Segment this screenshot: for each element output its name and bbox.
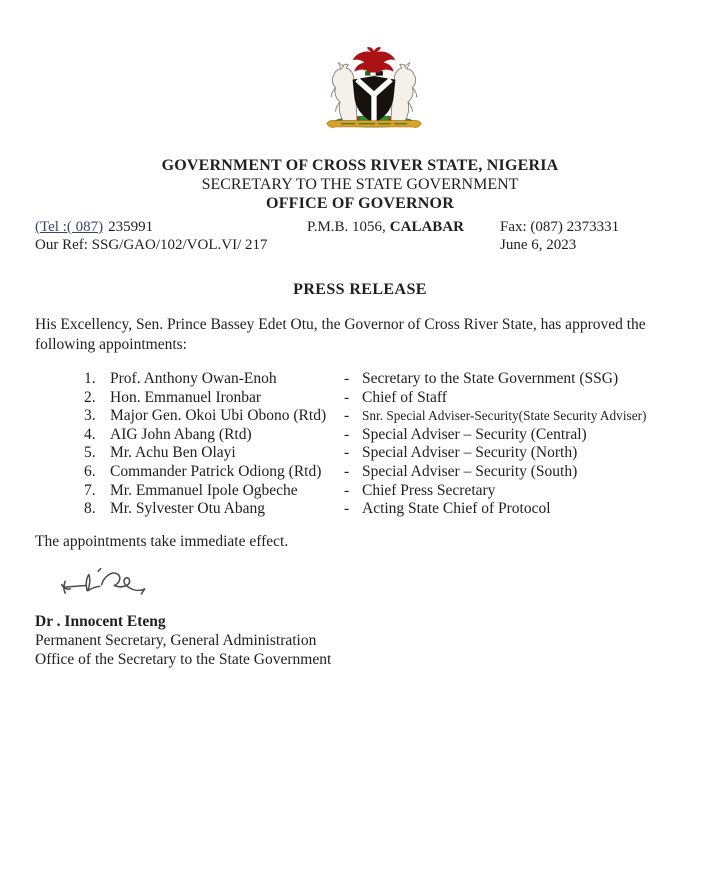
appointment-number: 1. <box>84 370 96 387</box>
dash-separator: - <box>344 370 350 387</box>
crest-eagle <box>353 47 396 72</box>
appointment-row <box>84 426 720 445</box>
city-label: CALABAR <box>389 219 464 235</box>
telephone-number: 235991 <box>108 219 154 235</box>
department-title: SECRETARY TO THE STATE GOVERNMENT <box>201 176 519 193</box>
appointment-number: 5. <box>84 444 96 462</box>
signatory-name: Dr . Innocent Eteng <box>35 612 166 630</box>
pmb-label: P.M.B. 1056, <box>307 219 386 235</box>
signatory-title-1: Permanent Secretary, General Administration <box>35 631 317 649</box>
appointments-list <box>84 370 720 519</box>
contact-row-2 <box>35 236 692 254</box>
intro-paragraph: His Excellency, Sen. Prince Bassey Edet Otu, the Governor of Cross River State, has approved the following appointments: <box>35 316 646 353</box>
dash-separator: - <box>344 444 350 462</box>
dash-separator: - <box>344 462 350 480</box>
appointment-role: Snr. Special Adviser-Security(State Security Adviser) <box>362 408 647 424</box>
postal-address <box>275 218 496 236</box>
telephone-link[interactable]: (Tel :( 087) <box>35 219 104 235</box>
signature-mark <box>55 562 165 604</box>
appointment-row <box>84 389 720 408</box>
letterhead <box>0 156 720 213</box>
signatory-block <box>35 612 720 669</box>
appointment-role: Special Adviser – Security (South) <box>362 462 578 480</box>
appointment-number: 3. <box>84 407 96 425</box>
signatory-title-2: Office of the Secretary to the State Government <box>35 650 332 668</box>
dash-separator: - <box>344 500 350 518</box>
appointment-number: 7. <box>84 481 96 499</box>
appointment-role: Special Adviser – Security (North) <box>362 444 578 462</box>
appointee-name: Major Gen. Okoi Ubi Obono (Rtd) <box>110 407 327 425</box>
handwritten-signature <box>55 562 720 606</box>
appointment-role: Chief Press Secretary <box>362 481 496 499</box>
contact-row-spacer <box>275 236 496 254</box>
dash-separator: - <box>344 407 350 425</box>
appointment-number: 8. <box>84 500 96 518</box>
appointment-row <box>84 463 720 482</box>
dash-separator: - <box>344 388 350 406</box>
contact-block <box>35 218 692 254</box>
appointee-name: Mr. Emmanuel Ipole Ogbeche <box>110 481 298 499</box>
appointment-role: Acting State Chief of Protocol <box>362 500 551 518</box>
appointee-name: AIG John Abang (Rtd) <box>110 425 252 443</box>
closing-paragraph: The appointments take immediate effect. <box>35 532 289 550</box>
appointment-row <box>84 482 720 501</box>
appointment-role: Chief of Staff <box>362 388 447 406</box>
appointment-role: Special Adviser – Security (Central) <box>362 425 587 443</box>
reference-number: Our Ref: SSG/GAO/102/VOL.VI/ 217 <box>35 237 268 253</box>
fax-number: Fax: (087) 2373331 <box>500 219 620 235</box>
appointee-name: Hon. Emmanuel Ironbar <box>110 388 262 406</box>
appointment-row <box>84 444 720 463</box>
appointment-row <box>84 500 720 519</box>
appointment-number: 4. <box>84 425 96 443</box>
appointee-name: Commander Patrick Odiong (Rtd) <box>110 462 322 480</box>
dash-separator: - <box>344 425 350 443</box>
document-date: June 6, 2023 <box>500 237 577 253</box>
appointment-row <box>84 370 720 389</box>
document-header-crest <box>0 0 720 149</box>
press-release-title: PRESS RELEASE <box>293 281 427 298</box>
appointment-number: 6. <box>84 462 96 480</box>
dash-separator: - <box>344 481 350 499</box>
telephone-line <box>35 218 275 236</box>
appointee-name: Mr. Sylvester Otu Abang <box>110 500 265 518</box>
contact-row-1 <box>35 218 692 236</box>
government-title: GOVERNMENT OF CROSS RIVER STATE, NIGERIA <box>161 157 559 174</box>
appointment-number: 2. <box>84 388 96 406</box>
appointee-name: Prof. Anthony Owan-Enoh <box>110 370 277 387</box>
appointment-row <box>84 407 720 426</box>
nigeria-coat-of-arms-emblem <box>316 42 432 144</box>
office-title: OFFICE OF GOVERNOR <box>266 195 454 212</box>
appointment-role: Secretary to the State Government (SSG) <box>362 370 619 387</box>
appointee-name: Mr. Achu Ben Olayi <box>110 444 236 462</box>
